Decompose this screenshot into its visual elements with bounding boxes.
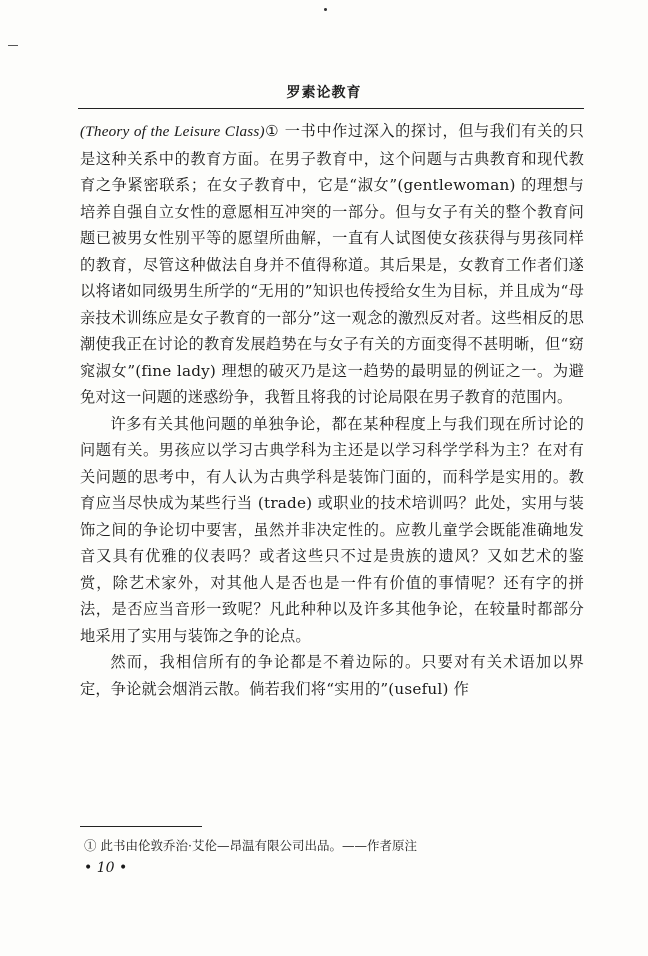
page-number: • 10 • xyxy=(84,860,128,876)
footnote: ① 此书由伦敦乔治·艾伦—昂温有限公司出品。——作者原注 xyxy=(84,838,417,853)
left-margin-mark xyxy=(8,45,18,46)
paragraph-2: 许多有关其他问题的单独争论，都在某种程度上与我们现在所讨论的问题有关。男孩应以学习古典学科为主还是以学习科学学科为主？在对有关问题的思考中，有人认为古典学科是装饰门面的，而科学是实用的。教育应当尽快成为某些行当 (trade) 或职业的技术培训吗？此处，实用与装饰之间的争论切中要害，虽然并非决定性的。应教儿童学会既能准确地发音又具有优雅的仪表吗？或者这些只不过是贵族的遗风？又如艺术的鉴赏，除艺术家外，对其他人是否也是一件有价值的事情呢？还有字的拼法，是否应当音形一致呢？凡此种种以及许多其他争论，在较量时都部分地采用了实用与装饰之争的论点。 xyxy=(80,414,584,645)
running-header-title: 罗素论教育 xyxy=(286,85,362,101)
header-rule xyxy=(78,108,584,109)
paragraph-1-text: ① 一书中作过深入的探讨，但与我们有关的只是这种关系中的教育方面。在男子教育中，这个问题与古典教育和现代教育之争紧密联系；在女子教育中，它是“淑女”(gentlewoman) 的理想与培养自强自立女性的意愿相互冲突的一部分。但与女子有关的整个教育问题已被男女性别平等的愿望所曲解，一直有人试图使女孩获得与男孩同样的教育，尽管这种做法自身并不值得称道。其后果是，女教育工作者们遂以将诸如同级男生所学的“无用的”知识也传授给女生为目标，并且成为“母亲技术训练应是女子教育的一部分”这一观念的激烈反对者。这些相反的思潮使我正在讨论的教育发展趋势在与女子有关的方面变得不甚明晰，但“窈窕淑女”(fine lady) 理想的破灭乃是这一趋势的最明显的例证之一。为避免对这一问题的迷惑纷争，我暂且将我的讨论局限在男子教育的范围内。 xyxy=(80,122,584,406)
footnote-rule xyxy=(80,826,202,827)
body-text xyxy=(80,118,584,702)
book-title: (Theory of the Leisure Class) xyxy=(80,123,265,140)
top-center-dot xyxy=(324,8,327,11)
paragraph-3: 然而，我相信所有的争论都是不着边际的。只要对有关术语加以界定，争论就会烟消云散。倘若我们将“实用的”(useful) 作 xyxy=(80,653,584,698)
paragraph-1 xyxy=(80,118,584,411)
